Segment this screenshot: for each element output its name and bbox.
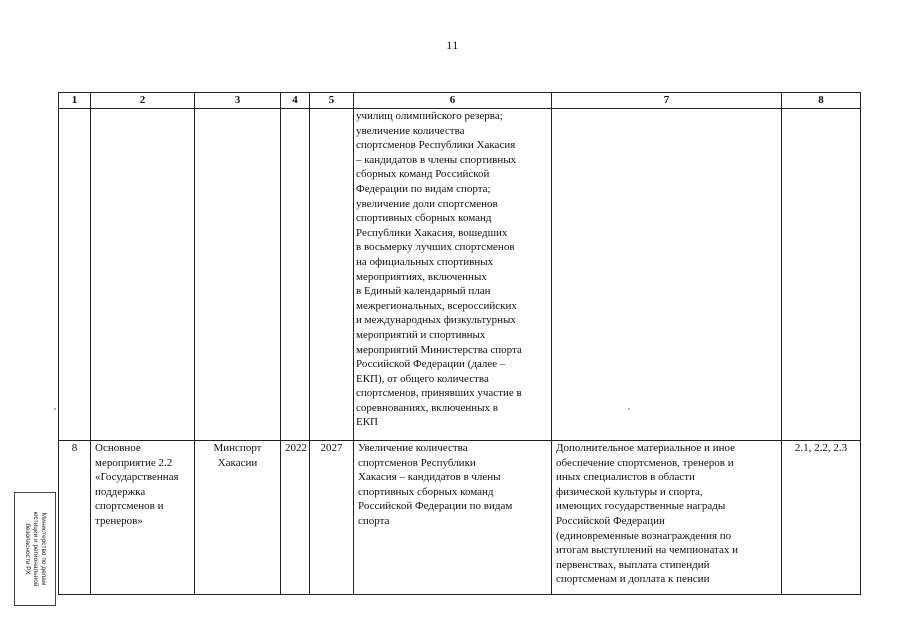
header-col-8: 8 bbox=[782, 93, 861, 109]
header-col-1: 1 bbox=[59, 93, 91, 109]
stamp-text: Министерство по делам юстиции и региональной безопасности РХ bbox=[24, 511, 47, 587]
cont-cell-2 bbox=[91, 109, 195, 441]
scan-speck bbox=[628, 408, 630, 410]
row8-end-year: 2027 bbox=[320, 442, 343, 454]
header-col-6: 6 bbox=[354, 93, 552, 109]
header-col-7: 7 bbox=[552, 93, 782, 109]
row8-start-cell bbox=[281, 441, 310, 595]
row8-description: Дополнительное материальное и иное обеспечение спортсменов, тренеров и иных специалистов в области физической культуры и спорта, имеющих государственные награды Российской Федерации (единовременные вознаграждения по итогам выступлений на чемпионатах и первенствах, выплата стипендий спортсменам и доплата к пенсии bbox=[556, 442, 739, 586]
cont-cell-4 bbox=[281, 109, 310, 441]
header-col-2: 2 bbox=[91, 93, 195, 109]
table-row-8 bbox=[59, 441, 861, 595]
cont-cell-1 bbox=[59, 109, 91, 441]
cont-cell-7 bbox=[552, 109, 782, 441]
row8-name-cell bbox=[91, 441, 195, 595]
cont-cell-5 bbox=[310, 109, 354, 441]
cont-cell-8 bbox=[782, 109, 861, 441]
row8-executor: Минспорт Хакасии bbox=[213, 442, 262, 469]
row8-expected-result: Увеличение количества спортсменов Республики Хакасия – кандидатов в члены спортивных сборных команд Российской Федерации по видам спорта bbox=[358, 442, 513, 527]
row8-number: 8 bbox=[71, 442, 78, 454]
row8-num-cell bbox=[59, 441, 91, 595]
row8-indicator-links: 2.1, 2.2, 2.3 bbox=[794, 442, 848, 454]
row8-result-cell bbox=[354, 441, 552, 595]
table-header-row bbox=[59, 93, 861, 109]
program-table bbox=[58, 92, 861, 595]
row8-activity-name: Основное мероприятие 2.2 «Государственная поддержка спортсменов и тренеров» bbox=[95, 442, 179, 527]
page-number: 11 bbox=[446, 38, 459, 52]
row8-links-cell bbox=[782, 441, 861, 595]
cont-cell-3 bbox=[195, 109, 281, 441]
table-row-continuation bbox=[59, 109, 861, 441]
row8-executor-cell bbox=[195, 441, 281, 595]
ministry-stamp bbox=[14, 492, 56, 606]
row8-description-cell bbox=[552, 441, 782, 595]
header-col-4: 4 bbox=[281, 93, 310, 109]
cont-cell-results: училищ олимпийского резерва; увеличение количества спортсменов Республики Хакасия – кандидатов в члены спортивных сборных команд Российской Федерации по видам спорта; увеличение доли спортсменов спортивных сборных команд Республики Хакасия, вошедших в восьмерку лучших спортсменов на официальных спортивных мероприятиях, включенных в Единый календарный план межрегиональных, всероссийских и международных физкультурных мероприятий и спортивных мероприятий Министерства спорта Российской Федерации (далее – ЕКП), от общего количества спортсменов, принявших участие в соревнованиях, включенных в ЕКП bbox=[354, 109, 552, 441]
header-col-5: 5 bbox=[310, 93, 354, 109]
scan-speck bbox=[54, 408, 56, 410]
row8-end-cell bbox=[310, 441, 354, 595]
header-col-3: 3 bbox=[195, 93, 281, 109]
row8-start-year: 2022 bbox=[285, 442, 307, 454]
